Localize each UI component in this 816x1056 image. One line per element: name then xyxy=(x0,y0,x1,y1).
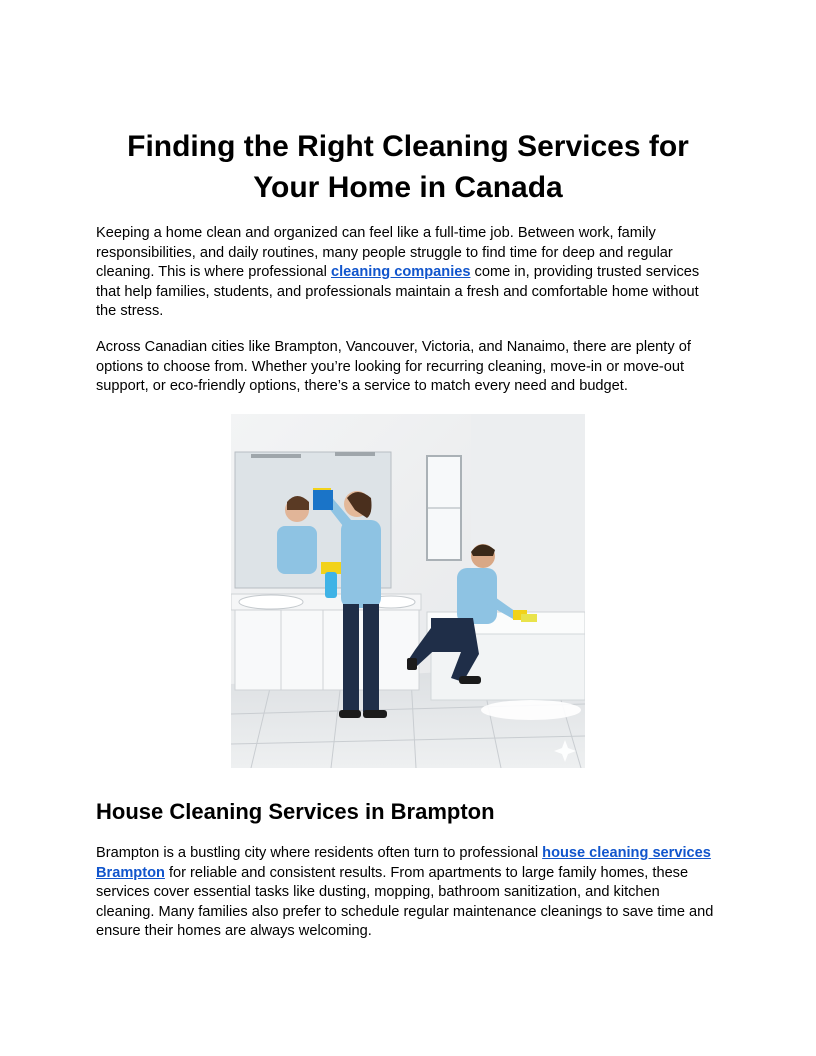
intro-paragraph xyxy=(96,224,720,322)
intro-text-after: come in, providing trusted services that help families, students, and professionals maintain a fresh and comfortable home without the stress. xyxy=(96,264,700,319)
cleaning-companies-link[interactable]: cleaning companies xyxy=(330,264,471,280)
intro-text-before: Keeping a home clean and organized can feel like a full-time job. Between work, family responsibilities, and daily routines, many people struggle to find time for deep and regular cleaning. This is where professional xyxy=(96,225,673,280)
house-cleaning-brampton-link[interactable]: house cleaning services Brampton xyxy=(96,845,711,881)
brampton-text-before: Brampton is a bustling city where residents often turn to professional xyxy=(96,845,543,861)
brampton-text-after: for reliable and consistent results. From apartments to large family homes, these services cover essential tasks like dusting, mopping, bathroom sanitization, and kitchen cleaning. Many families also prefer to schedule regular maintenance cleanings to save time and ensure their homes are always welcoming. xyxy=(96,864,714,939)
cities-paragraph: Across Canadian cities like Brampton, Vancouver, Victoria, and Nanaimo, there are plenty of options to choose from. Whether you’re looking for recurring cleaning, move-in or move-out support, or eco-friendly options, there’s a service to match every need and budget. xyxy=(96,339,691,394)
page-title: Finding the Right Cleaning Services for Your Home in Canada xyxy=(127,130,689,204)
section-heading: House Cleaning Services in Brampton xyxy=(96,799,495,824)
cleaners-bathroom-photo xyxy=(231,414,585,768)
brampton-paragraph xyxy=(96,844,720,942)
